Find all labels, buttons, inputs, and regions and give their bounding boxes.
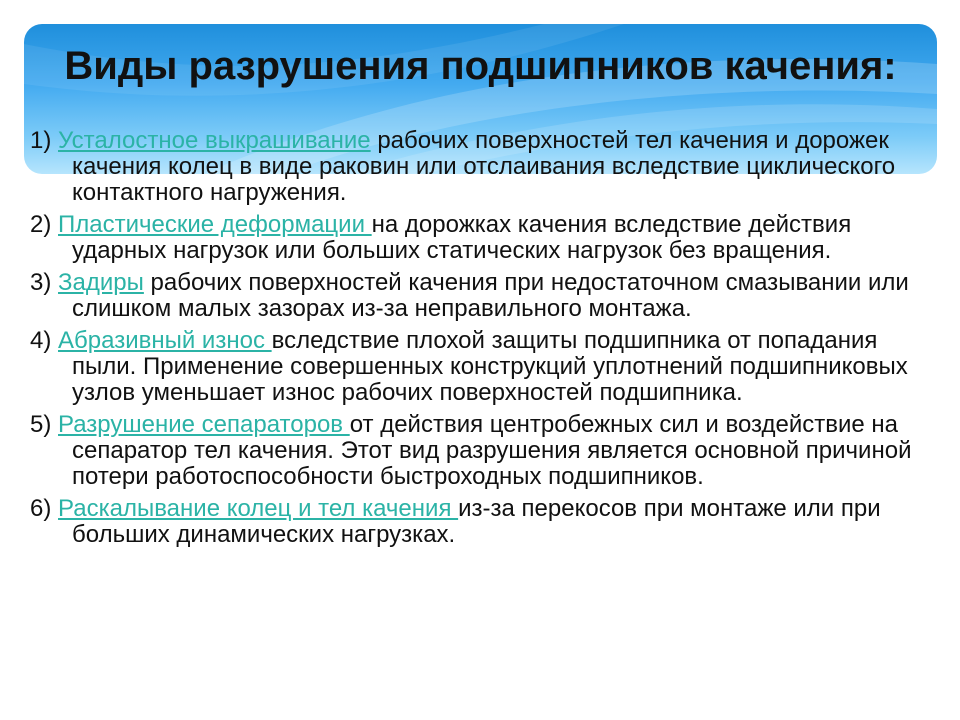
term-link[interactable]: Абразивный износ xyxy=(58,327,272,354)
item-text: рабочих поверхностей качения при недостаточном смазывании или слишком малых зазорах из-за неправильного монтажа. xyxy=(72,269,909,322)
term-link[interactable]: Пластические деформации xyxy=(58,211,372,238)
slide-content xyxy=(30,128,940,554)
item-number: 1) xyxy=(30,127,52,154)
list-item xyxy=(30,412,940,490)
item-text: от действия центробежных сил и воздействие на сепаратор тел качения. Этот вид разрушения является основной причиной потери работоспособности быстроходных подшипников. xyxy=(72,411,912,490)
list-item xyxy=(30,128,940,206)
item-number: 3) xyxy=(30,269,52,296)
term-link[interactable]: Задиры xyxy=(58,269,144,296)
item-number: 6) xyxy=(30,495,52,522)
list-item xyxy=(30,496,940,548)
list-item xyxy=(30,270,940,322)
item-text: вследствие плохой защиты подшипника от попадания пыли. Применение совершенных конструкций уплотнений подшипниковых узлов уменьшает износ рабочих поверхностей подшипника. xyxy=(72,327,908,406)
term-link[interactable]: Усталостное выкрашивание xyxy=(58,127,371,154)
term-link[interactable]: Раскалывание колец и тел качения xyxy=(58,495,459,522)
item-text: из-за перекосов при монтаже или при больших динамических нагрузках. xyxy=(72,495,881,548)
item-number: 4) xyxy=(30,327,52,354)
item-text: рабочих поверхностей тел качения и дорожек качения колец в виде раковин или отслаивания вследствие циклического контактного нагружения. xyxy=(72,127,896,206)
slide-title: Виды разрушения подшипников качения: xyxy=(64,44,897,88)
list-item xyxy=(30,212,940,264)
item-text: на дорожках качения вследствие действия ударных нагрузок или больших статических нагрузок без вращения. xyxy=(72,211,852,264)
item-number: 5) xyxy=(30,411,52,438)
item-number: 2) xyxy=(30,211,52,238)
list-item xyxy=(30,328,940,406)
term-link[interactable]: Разрушение сепараторов xyxy=(58,411,350,438)
